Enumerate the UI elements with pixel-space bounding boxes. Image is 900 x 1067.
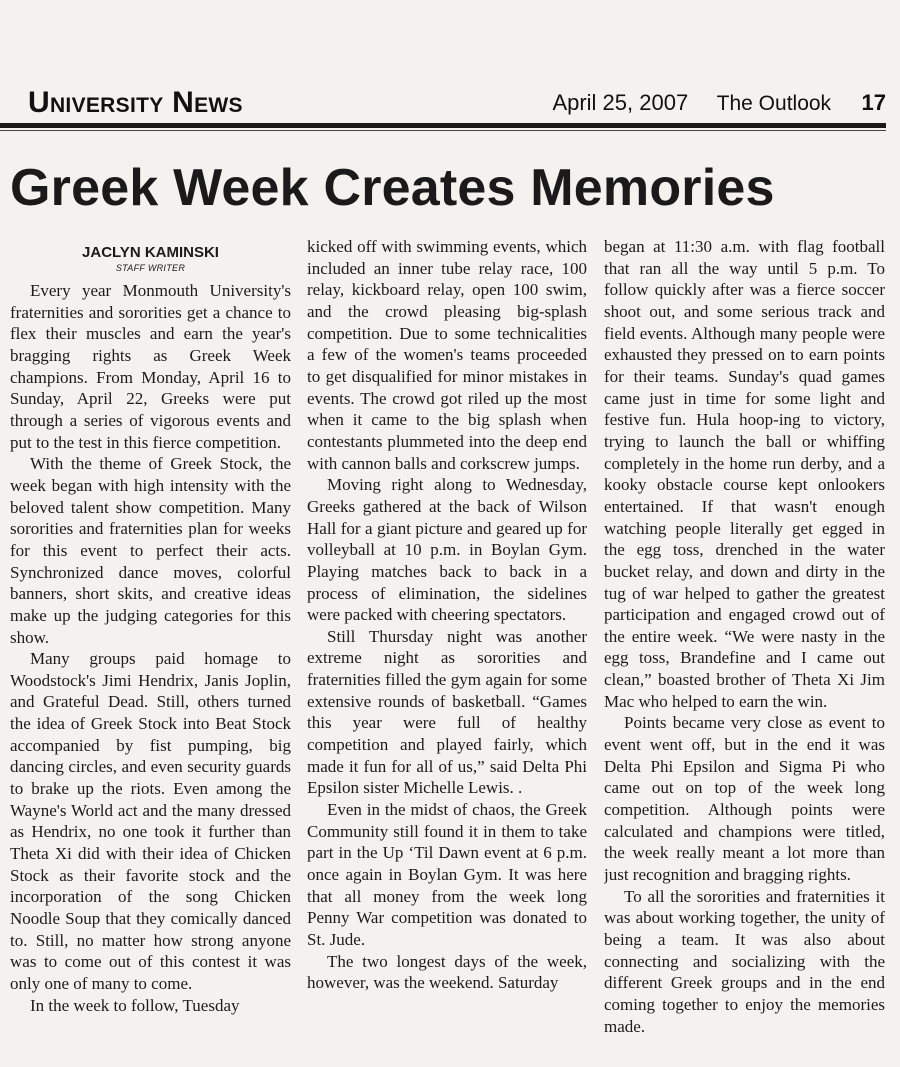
article-paragraph: With the theme of Greek Stock, the week began with high intensity with the beloved talent show competition. Many sororities and fraternities plan for weeks for this event to perfect their acts. Synchronized dance moves, colorful banners, short skits, and creative ideas make up the judging categories for this show. (10, 454, 291, 647)
article-column-2 (307, 236, 587, 1066)
section-name: University News (28, 86, 243, 119)
article-paragraph: The two longest days of the week, however, was the weekend. Saturday (307, 951, 587, 993)
article-paragraph: Every year Monmouth University's fraternities and sororities get a chance to flex their muscles and earn the year's bragging rights as Greek Week champions. From Monday, April 16 to Sunday, April 22, Greeks were put through a series of vigorous events and put to the test in this fierce competition. (10, 281, 291, 452)
publication-name: The Outlook (716, 92, 832, 115)
article-column-3 (604, 236, 885, 1066)
article-paragraph: Even in the midst of chaos, the Greek Community still found it in them to take part in the Up ‘Til Dawn event at 6 p.m. once again in Boylan Gym. It was here that all money from the week long Penny War competition was donated to St. Jude. (307, 800, 587, 949)
issue-date: April 25, 2007 (552, 90, 689, 115)
page-number: 17 (861, 90, 886, 115)
byline: JACLYN KAMINSKI (82, 244, 219, 261)
article-paragraph: In the week to follow, Tuesday (30, 995, 240, 1015)
article-paragraph: kicked off with swimming events, which included an inner tube relay race, 100 relay, kickboard relay, open 100 swim, and the crowd pleasing big-splash competition. Due to some technicalities a few of the women's teams proceeded to get disqualified for minor mistakes in events. The crowd got riled up the most when it came to the big splash when contestants plummeted into the deep end with cannon balls and corkscrew jumps. (307, 237, 587, 473)
article-paragraph: Points became very close as event to event went off, but in the end it was Delta Phi Epsilon and Sigma Pi who came out on top of the week long competition. Although points were calculated and champions were titled, the week really meant a lot more than just recognition and bragging rights. (604, 713, 885, 885)
article-paragraph: Still Thursday night was another extreme night as sororities and fraternities filled the gym again for some extensive rounds of basketball. “Games this year were full of healthy competition and played fairly, which made it fun for all of us,” said Delta Phi Epsilon sister Michelle Lewis. . (307, 626, 587, 798)
byline-role: STAFF WRITER (115, 263, 186, 273)
article-headline: Greek Week Creates Memories (10, 159, 775, 217)
masthead-rule-thin (0, 130, 886, 131)
masthead (28, 84, 886, 126)
article-paragraph: began at 11:30 a.m. with flag football that ran all the way until 5 p.m. To follow quickly after was a fierce soccer shoot out, and some serious track and field events. Although many people were exhausted they pressed on to earn points for their teams. Sunday's quad games came just in time for some light and festive fun. Hula hoop-ing to victory, trying to launch the ball or whiffing completely in the home run derby, and a kooky obstacle course kept onlookers entertained. If that wasn't enough watching people literally get egged in the egg toss, drenched in the water bucket relay, and down and dirty in the tug of war helped to gather the greatest participation and engaged crowd out of the entire week. “We were nasty in the egg toss, Brandefine and I came out clean,” boasted brother of Theta Xi Jim Mac who helped to earn the win. (604, 237, 885, 711)
masthead-rule (0, 123, 886, 128)
article-column-1 (10, 236, 291, 1066)
publication-info (552, 90, 886, 116)
article-paragraph: Many groups paid homage to Woodstock's Jimi Hendrix, Janis Joplin, and Grateful Dead. Still, others turned the idea of Greek Stock into Beat Stock accompanied by fist pumping, big dancing circles, and even security guards to brake up the riots. Even among the Wayne's World act and the many dressed as Hendrix, no one took it further than Theta Xi did with their idea of Chicken Stock as their favorite stock and the incorporation of the song Chicken Noodle Soup that they comically danced to. Still, no matter how strong anyone was to come out of this contest it was only one of many to come. (10, 649, 291, 993)
article-paragraph: Moving right along to Wednesday, Greeks gathered at the back of Wilson Hall for a giant picture and geared up for volleyball at 10 p.m. in Boylan Gym. Playing matches back to back in a process of elimination, the sidelines were packed with cheering spectators. (307, 475, 587, 625)
article-paragraph: To all the sororities and fraternities it was about working together, the unity of being a team. It was also about connecting and socializing with the different Greek groups and in the end coming together to enjoy the memories made. (604, 886, 885, 1036)
